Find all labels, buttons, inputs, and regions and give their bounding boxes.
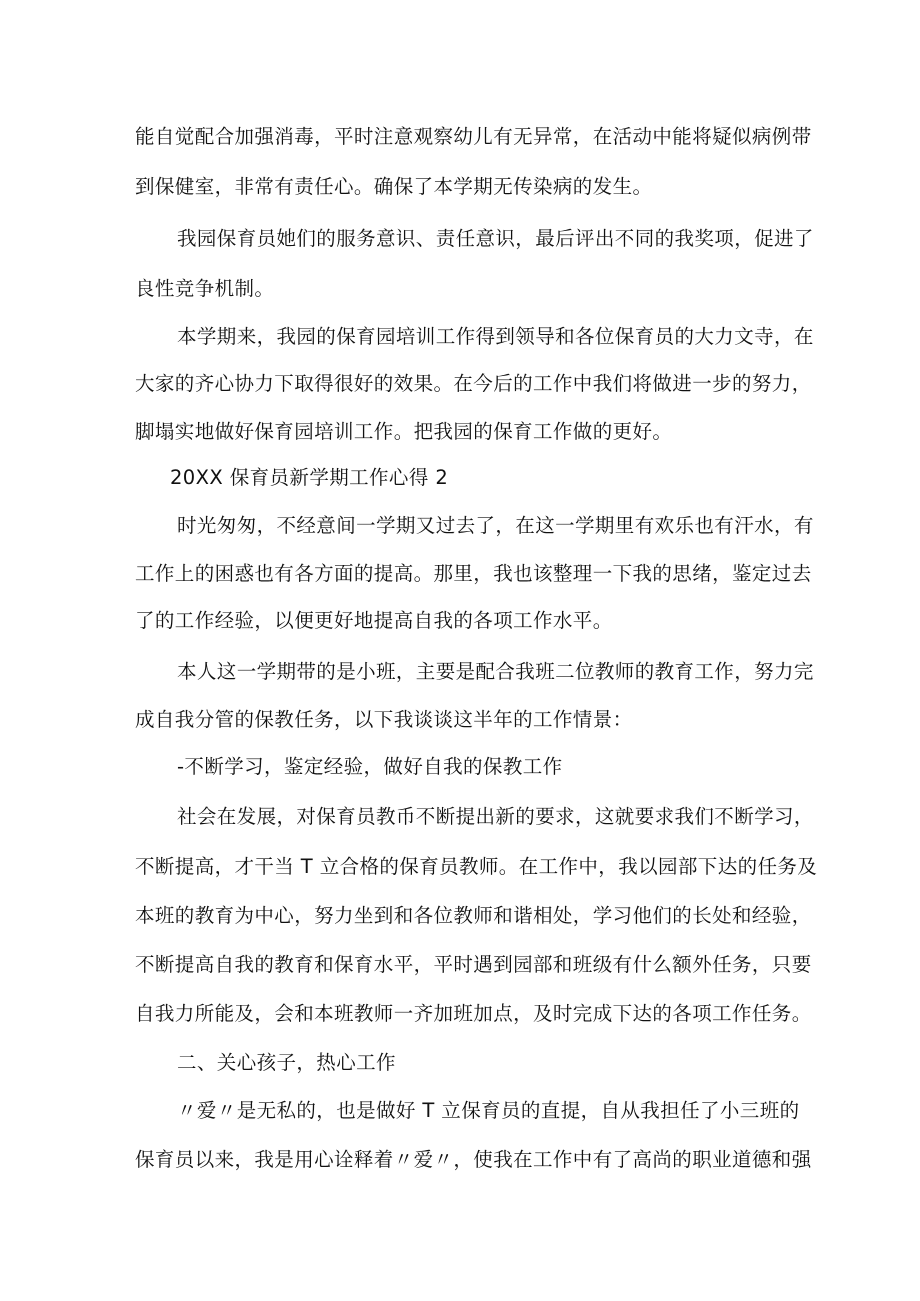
paragraph-line: 自我力所能及，会和本班教师一齐加班加点，及时完成下达的各项工作任务。 (135, 1002, 812, 1025)
paragraph-line: 保育员以来，我是用心诠释着〃爱〃，使我在工作中有了高尚的职业道德和强 (135, 1148, 812, 1171)
paragraph-line: 本学期来，我园的保育园培训工作得到领导和各位保育员的大力文寺，在 (177, 325, 814, 348)
paragraph-line: 工作上的困惑也有各方面的提高。那里，我也该整理一下我的思绪，鉴定过去 (135, 562, 812, 585)
paragraph-line: 本人这一学期带的是小班，主要是配合我班二位教师的教育工作，努力完 (177, 660, 814, 683)
paragraph-line: 到保健室，非常有责任心。确保了本学期无传染病的发生。 (135, 175, 653, 198)
subheading-line: 二、关心孩子，热心工作 (177, 1051, 396, 1074)
paragraph-line: 本班的教育为中心，努力坐到和各位教师和谐相处，学习他们的长处和经验， (135, 904, 812, 927)
paragraph-line: 社会在发展，对保育员教币不断提出新的要求，这就要求我们不断学习， (177, 805, 814, 828)
paragraph-line: 脚塌实地做好保育园培训工作。把我园的保育工作做的更好。 (135, 420, 673, 443)
paragraph-line: 时光匆匆，不经意间一学期又过去了，在这一学期里有欢乐也有汗水，有 (177, 514, 814, 537)
paragraph-line: 我园保育员她们的服务意识、责任意识，最后评出不同的我奖项，促进了 (177, 227, 814, 250)
section-heading: 20XX 保育员新学期工作心得 2 (170, 466, 449, 489)
paragraph-line: 成自我分管的保教任务，以下我谈谈这半年的工作情景： (135, 708, 633, 731)
paragraph-line: 大家的齐心协力下取得很好的效果。在今后的工作中我们将做进一步的努力， (135, 372, 812, 395)
paragraph-line: 不断提高，才干当 T 立合格的保育员教师。在工作中，我以园部下达的任务及 (135, 855, 818, 878)
paragraph-line: 了的工作经验，以便更好地提高自我的各项工作水平。 (135, 609, 613, 632)
paragraph-line: 能自觉配合加强消毒，平时注意观察幼儿有无异常，在活动中能将疑似病例带 (135, 125, 812, 148)
subheading-line: -不断学习，鉴定经验，做好自我的保教工作 (177, 755, 563, 778)
paragraph-line: 〃爱〃是无私的，也是做好 T 立保育员的直提，自从我担任了小三班的 (177, 1099, 800, 1122)
paragraph-line: 不断提高自我的教育和保育水平，平时遇到园部和班级有什么额外任务，只要 (135, 953, 812, 976)
paragraph-line: 良性竞争机制。 (135, 277, 275, 300)
